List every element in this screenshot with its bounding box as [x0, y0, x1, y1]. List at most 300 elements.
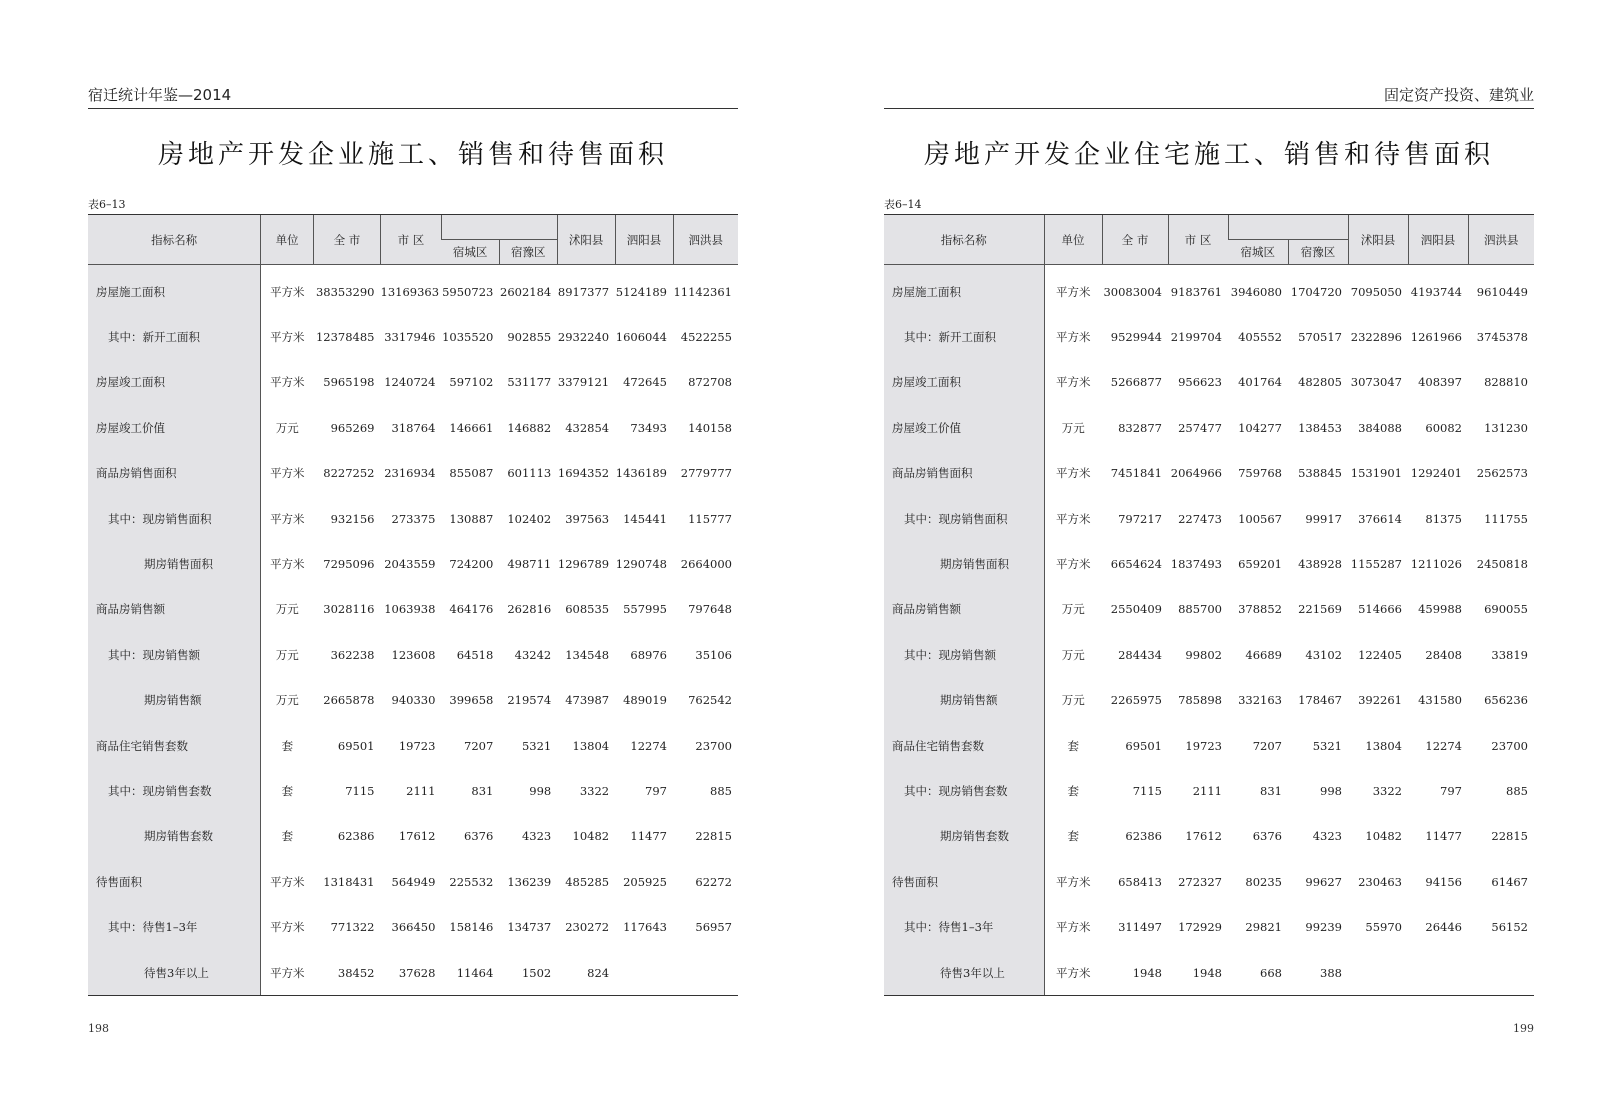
table-row [88, 496, 738, 541]
value-cell: 1948 [1168, 950, 1228, 996]
row-unit: 平方米 [1056, 375, 1091, 390]
value-cell: 122405 [1358, 647, 1402, 662]
header-suyu: 宿豫区 [499, 240, 557, 265]
value-cell: 104277 [1238, 420, 1282, 435]
value-cell: 2322896 [1350, 330, 1402, 345]
value-cell: 482805 [1298, 375, 1342, 390]
header-sihong: 泗洪县 [673, 215, 738, 265]
value-cell: 311497 [1118, 920, 1162, 935]
running-head: 固定资产投资、建筑业 [884, 84, 1534, 109]
row-label: 其中：待售1–3年 [88, 904, 261, 949]
value-cell: 597102 [449, 375, 494, 390]
value-cell [1408, 950, 1468, 996]
value-cell: 1211026 [1410, 557, 1462, 572]
value-cell: 1035520 [442, 330, 494, 345]
value-cell: 473987 [565, 693, 610, 708]
header-unit: 单位 [1044, 215, 1102, 265]
row-unit: 平方米 [270, 874, 305, 889]
table-row [884, 678, 1534, 723]
table-row [884, 314, 1534, 359]
value-cell: 762542 [688, 693, 732, 708]
value-cell: 9529944 [1110, 330, 1162, 345]
row-unit: 平方米 [270, 375, 305, 390]
value-cell: 80235 [1245, 874, 1282, 889]
value-cell: 3028116 [323, 602, 375, 617]
value-cell: 1296789 [557, 557, 610, 572]
value-cell: 81375 [1425, 511, 1462, 526]
header-unit: 单位 [261, 215, 314, 265]
value-cell: 11464 [441, 950, 499, 996]
value-cell: 26446 [1425, 920, 1462, 935]
value-cell: 6376 [464, 829, 494, 844]
value-cell: 273375 [391, 511, 436, 526]
row-unit: 平方米 [1056, 330, 1091, 345]
table-row [884, 723, 1534, 768]
table-row [884, 768, 1534, 813]
value-cell: 38452 [313, 950, 380, 996]
value-cell: 690055 [1484, 602, 1528, 617]
table-row [88, 950, 738, 996]
value-cell: 824 [557, 950, 615, 996]
value-cell: 1948 [1102, 950, 1168, 996]
value-cell: 257477 [1178, 420, 1222, 435]
value-cell: 230272 [565, 920, 610, 935]
value-cell: 28408 [1425, 647, 1462, 662]
value-cell: 831 [1260, 783, 1282, 798]
value-cell: 998 [529, 783, 552, 798]
row-label: 其中：新开工面积 [884, 314, 1044, 359]
row-label: 商品房销售面积 [884, 451, 1044, 496]
value-cell: 230463 [1358, 874, 1402, 889]
value-cell: 514666 [1358, 602, 1402, 617]
table-row [88, 587, 738, 632]
row-label: 房屋竣工面积 [88, 360, 261, 405]
row-label: 期房销售面积 [884, 541, 1044, 586]
value-cell: 408397 [1418, 375, 1462, 390]
value-cell: 366450 [391, 920, 436, 935]
value-cell: 362238 [330, 647, 375, 662]
row-label: 房屋施工面积 [884, 265, 1044, 315]
row-unit: 万元 [1061, 602, 1085, 617]
table-row [88, 768, 738, 813]
table-row [884, 405, 1534, 450]
value-cell: 138453 [1298, 420, 1342, 435]
value-cell: 17612 [398, 829, 436, 844]
value-cell: 872708 [688, 375, 732, 390]
value-cell: 7115 [345, 783, 375, 798]
value-cell: 30083004 [1103, 284, 1162, 299]
value-cell: 2664000 [680, 557, 732, 572]
header-siyang: 泗阳县 [1408, 215, 1468, 265]
value-cell: 7207 [1252, 738, 1282, 753]
value-cell: 100567 [1238, 511, 1282, 526]
value-cell: 22815 [1491, 829, 1528, 844]
value-cell: 17612 [1185, 829, 1222, 844]
value-cell: 318764 [391, 420, 436, 435]
row-label: 待售3年以上 [88, 950, 261, 996]
row-unit: 套 [281, 829, 294, 844]
value-cell: 489019 [623, 693, 667, 708]
value-cell: 69501 [337, 738, 375, 753]
value-cell: 1606044 [615, 330, 667, 345]
value-cell: 225532 [449, 874, 494, 889]
table-row [884, 904, 1534, 949]
value-cell: 771322 [330, 920, 375, 935]
value-cell: 472645 [623, 375, 667, 390]
row-unit: 套 [1067, 738, 1079, 753]
value-cell: 146882 [507, 420, 552, 435]
header-indicator: 指标名称 [88, 215, 261, 265]
value-cell: 2602184 [500, 284, 552, 299]
row-unit: 平方米 [270, 511, 305, 526]
value-cell: 134737 [507, 920, 552, 935]
value-cell: 69501 [1125, 738, 1162, 753]
value-cell: 68976 [630, 647, 667, 662]
value-cell: 99802 [1185, 647, 1222, 662]
value-cell: 19723 [398, 738, 436, 753]
value-cell: 7095050 [1350, 284, 1402, 299]
value-cell: 10482 [1365, 829, 1402, 844]
value-cell: 557995 [623, 602, 667, 617]
value-cell: 8917377 [557, 284, 610, 299]
value-cell: 55970 [1365, 920, 1402, 935]
value-cell: 43102 [1305, 647, 1342, 662]
value-cell: 2064966 [1170, 466, 1222, 481]
value-cell: 8227252 [323, 466, 375, 481]
value-cell: 2450818 [1476, 557, 1528, 572]
value-cell: 2316934 [384, 466, 436, 481]
value-cell: 7295096 [323, 557, 375, 572]
row-unit: 平方米 [270, 920, 305, 935]
header-urban: 市 区 [381, 215, 442, 265]
value-cell: 956623 [1178, 375, 1222, 390]
header-urban-span [1228, 215, 1348, 240]
value-cell: 38353290 [315, 284, 375, 299]
value-cell: 94156 [1425, 874, 1462, 889]
value-cell: 146661 [449, 420, 494, 435]
header-sucheng: 宿城区 [441, 240, 499, 265]
value-cell: 1155287 [1350, 557, 1402, 572]
value-cell: 5124189 [615, 284, 667, 299]
header-shuyang: 沭阳县 [1348, 215, 1408, 265]
table-row [88, 314, 738, 359]
value-cell: 117643 [623, 920, 667, 935]
value-cell: 9183761 [1170, 284, 1222, 299]
row-label: 期房销售额 [88, 678, 261, 723]
value-cell: 401764 [1238, 375, 1282, 390]
table-row [88, 632, 738, 677]
value-cell: 136239 [507, 874, 552, 889]
value-cell: 123608 [391, 647, 436, 662]
value-cell: 3322 [1372, 783, 1402, 798]
value-cell: 797 [645, 783, 667, 798]
value-cell: 13169363 [380, 284, 440, 299]
value-cell: 145441 [623, 511, 667, 526]
value-cell: 1436189 [615, 466, 667, 481]
header-sucheng: 宿城区 [1228, 240, 1288, 265]
value-cell: 22815 [695, 829, 732, 844]
value-cell: 2111 [406, 783, 436, 798]
value-cell: 855087 [449, 466, 494, 481]
value-cell: 115777 [688, 511, 732, 526]
header-suyu: 宿豫区 [1288, 240, 1348, 265]
row-unit: 万元 [275, 602, 299, 617]
row-unit: 平方米 [1044, 950, 1102, 996]
header-shuyang: 沭阳县 [557, 215, 615, 265]
row-label: 房屋竣工价值 [88, 405, 261, 450]
value-cell: 284434 [1118, 647, 1162, 662]
row-label: 待售面积 [88, 859, 261, 904]
value-cell: 656236 [1484, 693, 1528, 708]
row-label: 其中：现房销售套数 [884, 768, 1044, 813]
row-unit: 万元 [275, 420, 299, 435]
row-unit: 万元 [275, 647, 299, 662]
table-title: 房地产开发企业施工、销售和待售面积 [157, 140, 668, 170]
value-cell: 46689 [1245, 647, 1282, 662]
value-cell: 6654624 [1110, 557, 1162, 572]
row-unit: 平方米 [1056, 874, 1091, 889]
value-cell: 11477 [630, 829, 667, 844]
value-cell: 431580 [1418, 693, 1462, 708]
value-cell: 2265975 [1110, 693, 1162, 708]
table-row [88, 541, 738, 586]
running-head: 宿迁统计年鉴—2014 [88, 84, 738, 109]
value-cell: 570517 [1298, 330, 1342, 345]
table-row [88, 723, 738, 768]
value-cell: 405552 [1238, 330, 1282, 345]
value-cell: 608535 [565, 602, 610, 617]
value-cell: 658413 [1118, 874, 1162, 889]
value-cell: 7115 [1132, 783, 1162, 798]
value-cell: 3317946 [384, 330, 436, 345]
value-cell: 102402 [507, 511, 552, 526]
value-cell: 485285 [565, 874, 610, 889]
value-cell: 932156 [330, 511, 375, 526]
value-cell: 384088 [1358, 420, 1402, 435]
value-cell: 724200 [449, 557, 494, 572]
value-cell: 3073047 [1350, 375, 1402, 390]
table-row [88, 814, 738, 859]
value-cell: 221569 [1298, 602, 1342, 617]
value-cell: 668 [1228, 950, 1288, 996]
value-cell: 56152 [1491, 920, 1528, 935]
value-cell: 99239 [1305, 920, 1342, 935]
value-cell: 759768 [1238, 466, 1282, 481]
value-cell: 2043559 [384, 557, 436, 572]
value-cell: 12378485 [315, 330, 375, 345]
value-cell: 172929 [1178, 920, 1222, 935]
value-cell: 1502 [499, 950, 557, 996]
header-city: 全 市 [1102, 215, 1168, 265]
value-cell: 4522255 [680, 330, 732, 345]
value-cell: 99627 [1305, 874, 1342, 889]
row-unit: 平方米 [1056, 284, 1091, 299]
table-row [884, 541, 1534, 586]
value-cell: 62272 [695, 874, 732, 889]
value-cell: 5321 [1312, 738, 1342, 753]
row-label: 期房销售额 [884, 678, 1044, 723]
value-cell: 1063938 [384, 602, 436, 617]
value-cell: 2665878 [323, 693, 375, 708]
table-row [884, 632, 1534, 677]
row-label: 期房销售套数 [884, 814, 1044, 859]
value-cell: 464176 [449, 602, 494, 617]
row-label: 其中：现房销售额 [88, 632, 261, 677]
row-unit: 平方米 [1056, 466, 1091, 481]
value-cell: 5950723 [442, 284, 494, 299]
value-cell: 227473 [1178, 511, 1222, 526]
value-cell: 35106 [695, 647, 732, 662]
value-cell: 12274 [630, 738, 667, 753]
row-unit: 万元 [275, 693, 299, 708]
value-cell: 831 [471, 783, 494, 798]
value-cell: 3946080 [1230, 284, 1282, 299]
row-label: 期房销售套数 [88, 814, 261, 859]
value-cell: 3379121 [557, 375, 610, 390]
value-cell: 73493 [630, 420, 667, 435]
row-label: 期房销售面积 [88, 541, 261, 586]
value-cell: 832877 [1118, 420, 1162, 435]
value-cell: 797217 [1118, 511, 1162, 526]
value-cell: 2550409 [1110, 602, 1162, 617]
table-row [884, 859, 1534, 904]
value-cell: 3322 [579, 783, 610, 798]
value-cell: 902855 [507, 330, 552, 345]
table-row [884, 265, 1534, 315]
value-cell: 262816 [507, 602, 552, 617]
value-cell: 797 [1440, 783, 1462, 798]
value-cell: 4323 [1312, 829, 1342, 844]
table-row [88, 904, 738, 949]
row-unit: 万元 [1061, 420, 1085, 435]
value-cell: 2562573 [1476, 466, 1528, 481]
value-cell: 62386 [337, 829, 375, 844]
row-unit: 平方米 [270, 466, 305, 481]
value-cell: 2932240 [557, 330, 610, 345]
value-cell: 158146 [449, 920, 494, 935]
row-unit: 平方米 [270, 330, 305, 345]
table-row [88, 405, 738, 450]
table-row [88, 678, 738, 723]
table-row [88, 360, 738, 405]
value-cell: 13804 [1365, 738, 1402, 753]
value-cell: 1261966 [1410, 330, 1462, 345]
value-cell: 10482 [572, 829, 610, 844]
value-cell: 43242 [514, 647, 552, 662]
value-cell: 3745378 [1476, 330, 1528, 345]
row-unit: 平方米 [1056, 557, 1091, 572]
value-cell: 7451841 [1110, 466, 1162, 481]
value-cell: 9610449 [1476, 284, 1528, 299]
row-unit: 平方米 [261, 950, 314, 996]
value-cell: 205925 [623, 874, 667, 889]
row-label: 商品房销售面积 [88, 451, 261, 496]
value-cell [615, 950, 673, 996]
value-cell: 11477 [1425, 829, 1462, 844]
value-cell: 99917 [1305, 511, 1342, 526]
table-title: 房地产开发企业住宅施工、销售和待售面积 [923, 140, 1494, 170]
value-cell: 332163 [1238, 693, 1282, 708]
value-cell: 432854 [565, 420, 610, 435]
value-cell: 5321 [521, 738, 552, 753]
header-urban-span [441, 215, 557, 240]
value-cell: 64518 [456, 647, 494, 662]
value-cell: 6376 [1252, 829, 1282, 844]
row-unit: 套 [1067, 829, 1079, 844]
value-cell [1348, 950, 1408, 996]
value-cell: 62386 [1125, 829, 1162, 844]
right-page [884, 0, 1534, 1099]
value-cell [673, 950, 738, 996]
value-cell: 531177 [507, 375, 552, 390]
value-cell: 219574 [507, 693, 552, 708]
value-cell: 12274 [1425, 738, 1462, 753]
table-row [884, 496, 1534, 541]
row-label: 房屋竣工面积 [884, 360, 1044, 405]
value-cell: 538845 [1298, 466, 1342, 481]
value-cell: 785898 [1178, 693, 1222, 708]
page-number: 198 [88, 1022, 109, 1035]
header-urban: 市 区 [1168, 215, 1228, 265]
value-cell: 797648 [688, 602, 732, 617]
value-cell: 37628 [381, 950, 442, 996]
left-page [88, 0, 738, 1099]
row-label: 待售3年以上 [884, 950, 1044, 996]
value-cell: 23700 [695, 738, 732, 753]
table-row [884, 950, 1534, 996]
value-cell: 33819 [1491, 647, 1528, 662]
row-label: 其中：新开工面积 [88, 314, 261, 359]
row-unit: 套 [281, 783, 294, 798]
value-cell: 1837493 [1170, 557, 1222, 572]
row-unit: 套 [1067, 783, 1079, 798]
value-cell: 29821 [1245, 920, 1282, 935]
value-cell: 4193744 [1410, 284, 1462, 299]
value-cell: 23700 [1491, 738, 1528, 753]
value-cell: 19723 [1185, 738, 1222, 753]
row-label: 商品住宅销售套数 [884, 723, 1044, 768]
value-cell: 1240724 [384, 375, 436, 390]
data-table [88, 214, 738, 996]
value-cell: 399658 [449, 693, 494, 708]
value-cell: 5266877 [1110, 375, 1162, 390]
value-cell: 564949 [391, 874, 436, 889]
row-label: 其中：现房销售面积 [884, 496, 1044, 541]
value-cell: 2779777 [680, 466, 732, 481]
value-cell: 498711 [507, 557, 552, 572]
value-cell: 1704720 [1290, 284, 1342, 299]
header-city: 全 市 [313, 215, 380, 265]
value-cell: 131230 [1484, 420, 1528, 435]
value-cell: 885700 [1178, 602, 1222, 617]
row-unit: 平方米 [270, 284, 305, 299]
row-label: 待售面积 [884, 859, 1044, 904]
row-label: 其中：现房销售面积 [88, 496, 261, 541]
table-row [884, 814, 1534, 859]
value-cell: 885 [1506, 783, 1528, 798]
header-indicator: 指标名称 [884, 215, 1044, 265]
table-row [88, 859, 738, 904]
value-cell: 60082 [1425, 420, 1462, 435]
value-cell: 1694352 [557, 466, 610, 481]
row-label: 房屋竣工价值 [884, 405, 1044, 450]
table-row [884, 587, 1534, 632]
value-cell: 2199704 [1170, 330, 1222, 345]
value-cell [1468, 950, 1534, 996]
value-cell: 11142361 [673, 284, 732, 299]
value-cell: 388 [1288, 950, 1348, 996]
row-label: 其中：待售1–3年 [884, 904, 1044, 949]
